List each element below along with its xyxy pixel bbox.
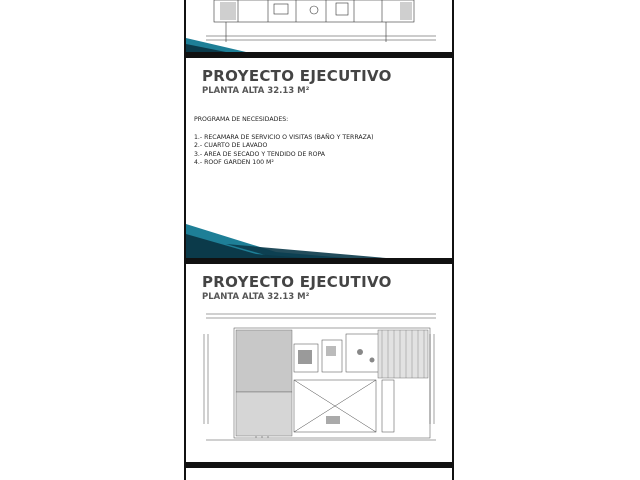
- needs-item: 1.- RECAMARA DE SERVICIO O VISITAS (BAÑO Y TERRAZA): [194, 133, 374, 141]
- needs-list: [194, 116, 374, 168]
- slide-4[interactable]: [186, 468, 452, 480]
- needs-item: 3.- AREA DE SECADO Y TENDIDO DE ROPA: [194, 150, 326, 158]
- needs-item: 2.- CUARTO DE LAVADO: [194, 142, 268, 150]
- slide-subtitle: PLANTA ALTA 32.13 M²: [202, 292, 310, 302]
- slide-title: PROYECTO EJECUTIVO: [202, 67, 392, 85]
- slide-1[interactable]: [186, 0, 452, 52]
- slide-2[interactable]: [186, 58, 452, 258]
- slide-subtitle: PLANTA ALTA 32.13 M²: [202, 86, 310, 96]
- decorative-wave: [186, 218, 452, 258]
- floor-plan-drawing: [186, 304, 452, 454]
- floor-plan-drawing: [186, 0, 452, 52]
- needs-item: 4.- ROOF GARDEN 100 M²: [194, 159, 274, 167]
- needs-heading: PROGRAMA DE NECESIDADES:: [194, 116, 289, 123]
- slide-3[interactable]: [186, 264, 452, 462]
- slide-title: PROYECTO EJECUTIVO: [202, 273, 392, 291]
